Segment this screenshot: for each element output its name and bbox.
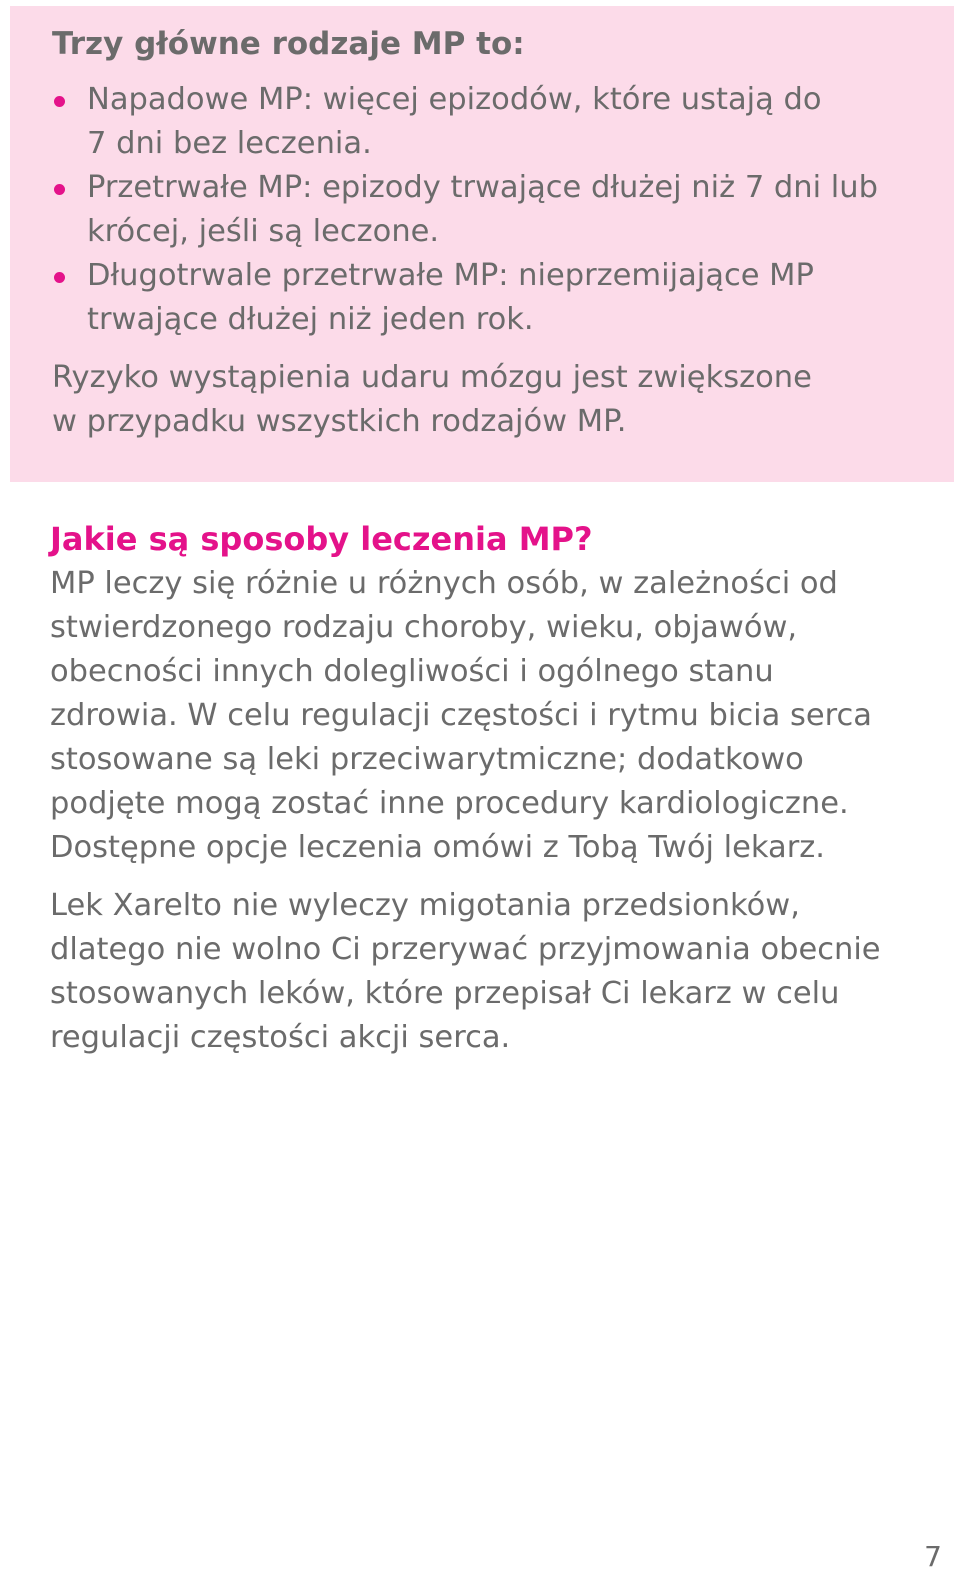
paragraph-line: Dostępne opcje leczenia omówi z Tobą Twój lekarz. — [50, 830, 825, 865]
list-item-line: 7 dni bez leczenia. — [87, 126, 372, 161]
treatment-paragraph — [50, 562, 930, 870]
xarelto-paragraph — [50, 884, 930, 1060]
page-number: 7 — [924, 1540, 942, 1573]
section-heading: Jakie są sposoby leczenia MP? — [50, 520, 593, 558]
paragraph-line: podjęte mogą zostać inne procedury kardiologiczne. — [50, 786, 849, 821]
note-line: Ryzyko wystąpienia udaru mózgu jest zwiększone — [52, 360, 812, 395]
note-line: w przypadku wszystkich rodzajów MP. — [52, 404, 627, 439]
paragraph-line: obecności innych dolegliwości i ogólnego stanu — [50, 654, 774, 689]
paragraph-line: stosowanych leków, które przepisał Ci lekarz w celu — [50, 976, 840, 1011]
af-types-list — [52, 78, 932, 342]
list-item-line: trwające dłużej niż jeden rok. — [87, 302, 534, 337]
paragraph-line: MP leczy się różnie u różnych osób, w zależności od — [50, 566, 838, 601]
stroke-risk-note — [52, 356, 932, 444]
paragraph-line: stosowane są leki przeciwarytmiczne; dodatkowo — [50, 742, 804, 777]
list-item-line: krócej, jeśli są leczone. — [87, 214, 440, 249]
paragraph-line: regulacji częstości akcji serca. — [50, 1020, 511, 1055]
paragraph-line: zdrowia. W celu regulacji częstości i rytmu bicia serca — [50, 698, 872, 733]
bullet-icon — [54, 272, 65, 283]
list-item-line: Napadowe MP: więcej epizodów, które ustają do — [87, 82, 822, 117]
list-item — [52, 254, 932, 342]
list-item-line: Przetrwałe MP: epizody trwające dłużej niż 7 dni lub — [87, 170, 878, 205]
paragraph-line: dlatego nie wolno Ci przerywać przyjmowania obecnie — [50, 932, 881, 967]
paragraph-line: Lek Xarelto nie wyleczy migotania przedsionków, — [50, 888, 800, 923]
list-item — [52, 166, 932, 254]
paragraph-line: stwierdzonego rodzaju choroby, wieku, objawów, — [50, 610, 798, 645]
bullet-icon — [54, 184, 65, 195]
info-box-heading: Trzy główne rodzaje MP to: — [52, 26, 525, 62]
bullet-icon — [54, 96, 65, 107]
list-item-line: Długotrwale przetrwałe MP: nieprzemijające MP — [87, 258, 814, 293]
list-item — [52, 78, 932, 166]
